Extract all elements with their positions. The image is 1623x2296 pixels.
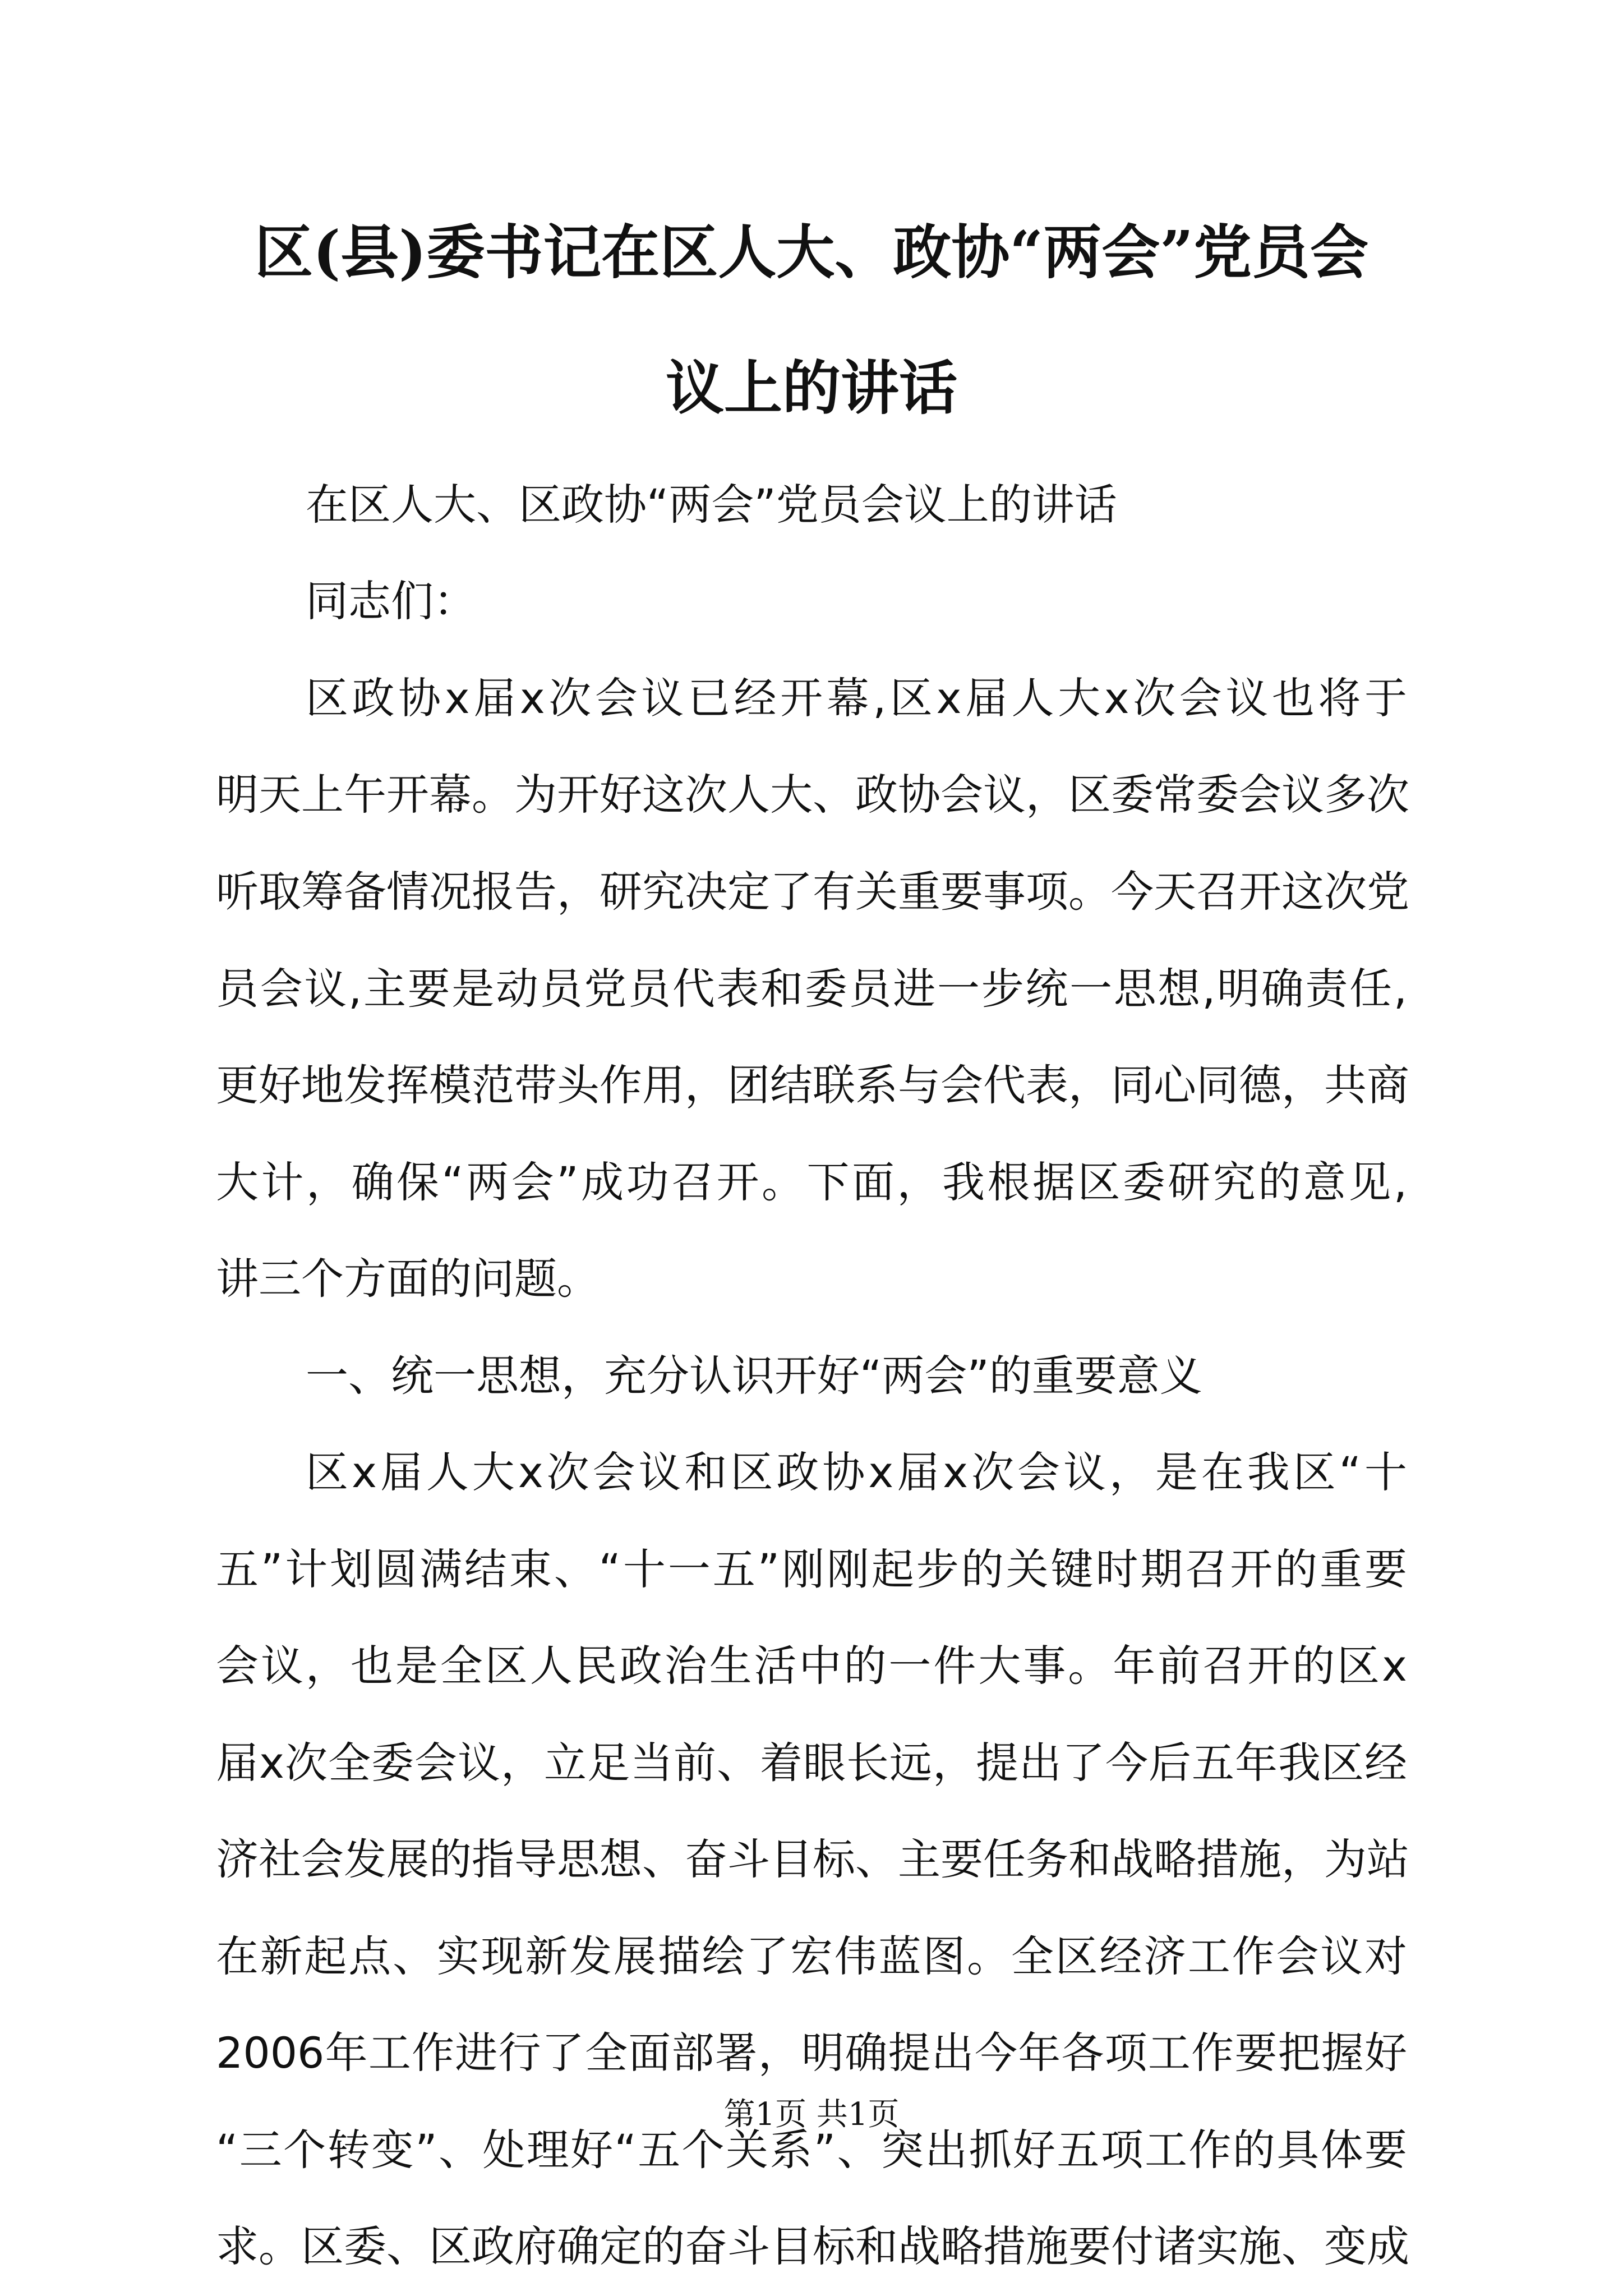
document-title-line-2: 议上的讲话 [665, 353, 957, 422]
page-number-footer: 第1页 共1页 [723, 2096, 900, 2133]
paragraph-1-line: 员会议,主要是动员党员代表和委员进一步统一思想,明确责任, [216, 964, 1407, 1014]
paragraph-2-line: 会议，也是全区人民政治生活中的一件大事。年前召开的区x [216, 1641, 1407, 1691]
paragraph-2-line: 区x届人大x次会议和区政协x届x次会议，是在我区“十 [306, 1447, 1407, 1497]
paragraph-2-line: 求。区委、区政府确定的奋斗目标和战略措施要付诸实施、变成 [216, 2221, 1409, 2271]
paragraph-2-line: 2006年工作进行了全面部署，明确提出今年各项工作要把握好 [216, 2028, 1407, 2078]
document-title-line-1: 区(县)委书记在区人大、政协“两会”党员会 [254, 218, 1369, 287]
paragraph-2-line: 在新起点、实现新发展描绘了宏伟蓝图。全区经济工作会议对 [216, 1931, 1407, 1981]
paragraph-2-line: “三个转变”、处理好“五个关系”、突出抓好五项工作的具体要 [216, 2125, 1407, 2175]
paragraph-1-line: 听取筹备情况报告，研究决定了有关重要事项。今天召开这次党 [216, 867, 1409, 917]
paragraph-2-line: 济社会发展的指导思想、奋斗目标、主要任务和战略措施，为站 [216, 1834, 1409, 1884]
salutation: 同志们： [306, 576, 476, 626]
paragraph-1-line: 明天上午开幕。为开好这次人大、政协会议，区委常委会议多次 [216, 770, 1409, 820]
paragraph-2-line: 届x次全委会议，立足当前、着眼长远，提出了今后五年我区经 [216, 1738, 1407, 1788]
paragraph-1-line: 讲三个方面的问题。 [216, 1254, 600, 1304]
paragraph-1-line: 大计，确保“两会”成功召开。下面，我根据区委研究的意见, [216, 1157, 1407, 1207]
paragraph-2-line: 五”计划圆满结束、“十一五”刚刚起步的关键时期召开的重要 [216, 1544, 1407, 1594]
section-1-heading: 一、统一思想，充分认识开好“两会”的重要意义 [306, 1351, 1202, 1401]
paragraph-1-line: 更好地发挥模范带头作用，团结联系与会代表，同心同德，共商 [216, 1060, 1409, 1110]
paragraph-1-line: 区政协x届x次会议已经开幕,区x届人大x次会议也将于 [306, 673, 1407, 723]
subtitle: 在区人大、区政协“两会”党员会议上的讲话 [306, 480, 1117, 530]
